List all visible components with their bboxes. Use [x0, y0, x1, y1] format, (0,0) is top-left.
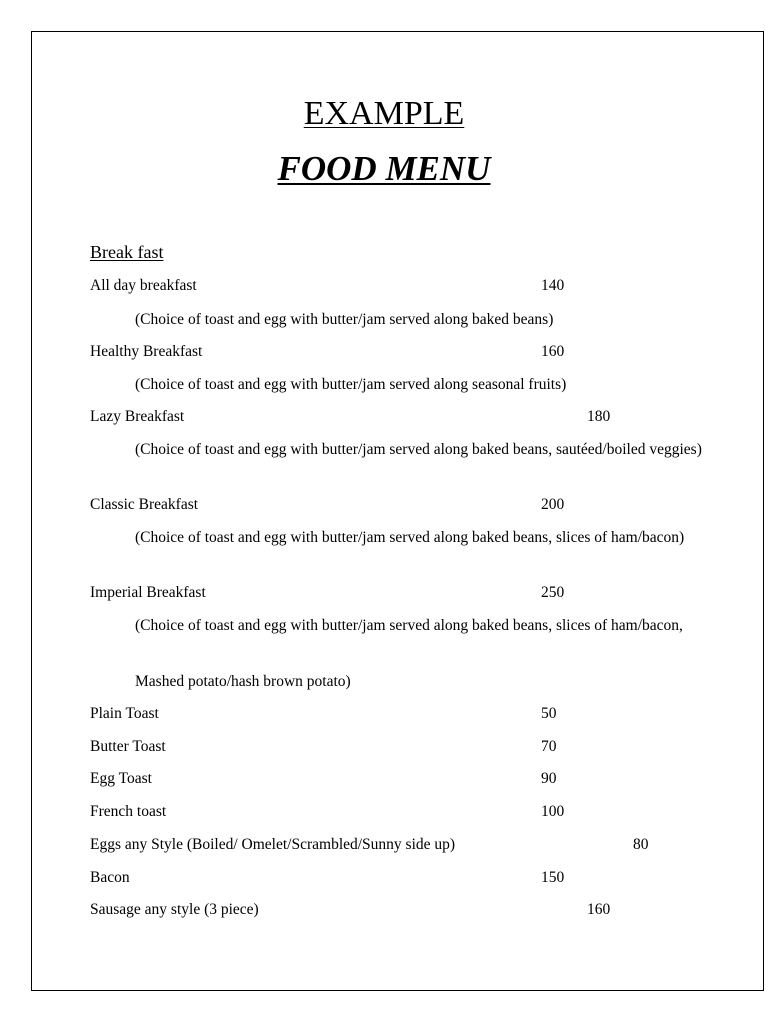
- menu-item-name: Sausage any style (3 piece): [90, 901, 259, 918]
- menu-item-description-continued: Mashed potato/hash brown potato): [135, 673, 351, 690]
- menu-item-name: Classic Breakfast: [90, 496, 199, 513]
- menu-item-price: 180: [587, 408, 611, 425]
- menu-item-description: (Choice of toast and egg with butter/jam served along seasonal fruits): [135, 376, 567, 393]
- menu-item-healthy-breakfast: [90, 342, 718, 362]
- menu-item-price: 250: [541, 584, 565, 601]
- menu-item-plain-toast: [90, 704, 718, 724]
- menu-item-eggs-any-style: [90, 835, 718, 855]
- menu-title: FOOD MENU: [277, 149, 491, 188]
- menu-item-all-day-breakfast: [90, 276, 718, 296]
- menu-item-classic-breakfast: [90, 495, 718, 515]
- menu-item-price: 70: [541, 738, 557, 755]
- menu-item-imperial-breakfast: [90, 583, 718, 603]
- menu-item-price: 160: [541, 343, 565, 360]
- menu-item-price: 150: [541, 869, 565, 886]
- menu-item-bacon: [90, 868, 718, 888]
- menu-item-name: Imperial Breakfast: [90, 584, 206, 601]
- menu-item-price: 200: [541, 496, 565, 513]
- menu-item-name: All day breakfast: [90, 277, 197, 294]
- menu-item-name: Eggs any Style (Boiled/ Omelet/Scrambled/Sunny side up): [90, 836, 456, 853]
- menu-item-price: 80: [633, 836, 649, 853]
- menu-item-sausage-any-style: [90, 900, 718, 920]
- menu-item-price: 50: [541, 705, 557, 722]
- menu-item-butter-toast: [90, 737, 718, 757]
- menu-item-price: 90: [541, 770, 557, 787]
- menu-item-price: 140: [541, 277, 565, 294]
- section-heading-breakfast: Break fast: [90, 242, 164, 262]
- menu-item-description: (Choice of toast and egg with butter/jam served along baked beans, slices of ham/bacon): [135, 529, 685, 546]
- menu-item-description: (Choice of toast and egg with butter/jam served along baked beans, sautéed/boiled veggies): [135, 441, 702, 458]
- menu-item-price: 160: [587, 901, 611, 918]
- menu-item-french-toast: [90, 802, 718, 822]
- document-title: EXAMPLE: [303, 95, 465, 132]
- menu-item-name: French toast: [90, 803, 167, 820]
- menu-item-name: Bacon: [90, 869, 130, 886]
- menu-item-description: (Choice of toast and egg with butter/jam served along baked beans): [135, 311, 554, 328]
- menu-item-lazy-breakfast: [90, 407, 718, 427]
- menu-item-name: Butter Toast: [90, 738, 166, 755]
- menu-item-price: 100: [541, 803, 565, 820]
- menu-item-name: Plain Toast: [90, 705, 159, 722]
- menu-item-name: Healthy Breakfast: [90, 343, 203, 360]
- menu-item-name: Egg Toast: [90, 770, 152, 787]
- menu-item-egg-toast: [90, 769, 718, 789]
- menu-item-description: (Choice of toast and egg with butter/jam served along baked beans, slices of ham/bacon,: [135, 617, 683, 634]
- menu-item-name: Lazy Breakfast: [90, 408, 185, 425]
